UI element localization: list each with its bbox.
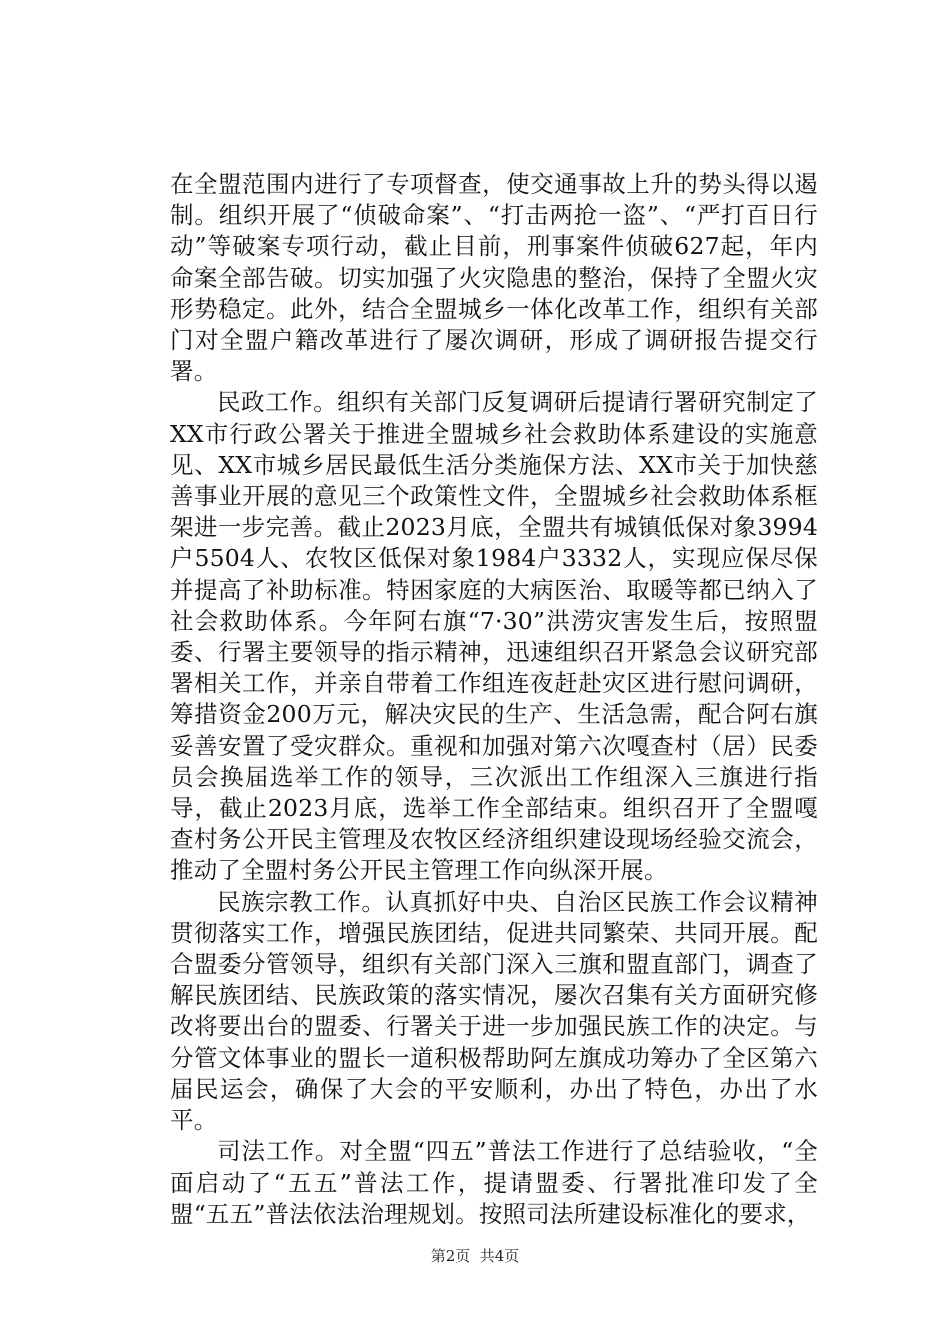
paragraph-judicial-work: 司法工作。对全盟“四五”普法工作进行了总结验收，“全面启动了“五五”普法工作，提请盟委、行署批准印发了全盟“五五”普法依法治理规划。按照司法所建设标准化的要求，	[170, 1137, 818, 1228]
page-number-label: 第2页 共4页	[430, 1247, 520, 1265]
paragraph-ethnic-religious-affairs: 民族宗教工作。认真抓好中央、自治区民族工作会议精神贯彻落实工作，增强民族团结，促进共同繁荣、共同开展。配合盟委分管领导，组织有关部门深入三旗和盟直部门，调查了解民族团结、民族政策的落实情况，屡次召集有关方面研究修改将要出台的盟委、行署关于进一步加强民族工作的决定。与分管文体事业的盟长一道积极帮助阿左旗成功筹办了全区第六届民运会，确保了大会的平安顺利，办出了特色，办出了水平。	[170, 887, 818, 1135]
page-footer	[0, 1246, 950, 1266]
paragraph-public-security-continued: 在全盟范围内进行了专项督查，使交通事故上升的势头得以遏制。组织开展了“侦破命案”、“打击两抢一盗”、“严打百日行动”等破案专项行动，截止目前，刑事案件侦破627起，年内命案全部告破。切实加强了火灾隐患的整治，保持了全盟火灾形势稳定。此外，结合全盟城乡一体化改革工作，组织有关部门对全盟户籍改革进行了屡次调研，形成了调研报告提交行署。	[170, 170, 818, 386]
document-body	[170, 169, 818, 1230]
paragraph-civil-affairs: 民政工作。组织有关部门反复调研后提请行署研究制定了XX市行政公署关于推进全盟城乡社会救助体系建设的实施意见、XX市城乡居民最低生活分类施保方法、XX市关于加快慈善事业开展的意见三个政策性文件，全盟城乡社会救助体系框架进一步完善。截止2023月底，全盟共有城镇低保对象3994户5504人、农牧区低保对象1984户3332人，实现应保尽保并提高了补助标准。特困家庭的大病医治、取暖等都已纳入了社会救助体系。今年阿右旗“7·30”洪涝灾害发生后，按照盟委、行署主要领导的指示精神，迅速组织召开紧急会议研究部署相关工作，并亲自带着工作组连夜赶赴灾区进行慰问调研，筹措资金200万元，解决灾民的生产、生活急需，配合阿右旗妥善安置了受灾群众。重视和加强对第六次嘎查村（居）民委员会换届选举工作的领导，三次派出工作组深入三旗进行指导，截止2023月底，选举工作全部结束。组织召开了全盟嘎查村务公开民主管理及农牧区经济组织建设现场经验交流会，推动了全盟村务公开民主管理工作向纵深开展。	[170, 388, 818, 885]
